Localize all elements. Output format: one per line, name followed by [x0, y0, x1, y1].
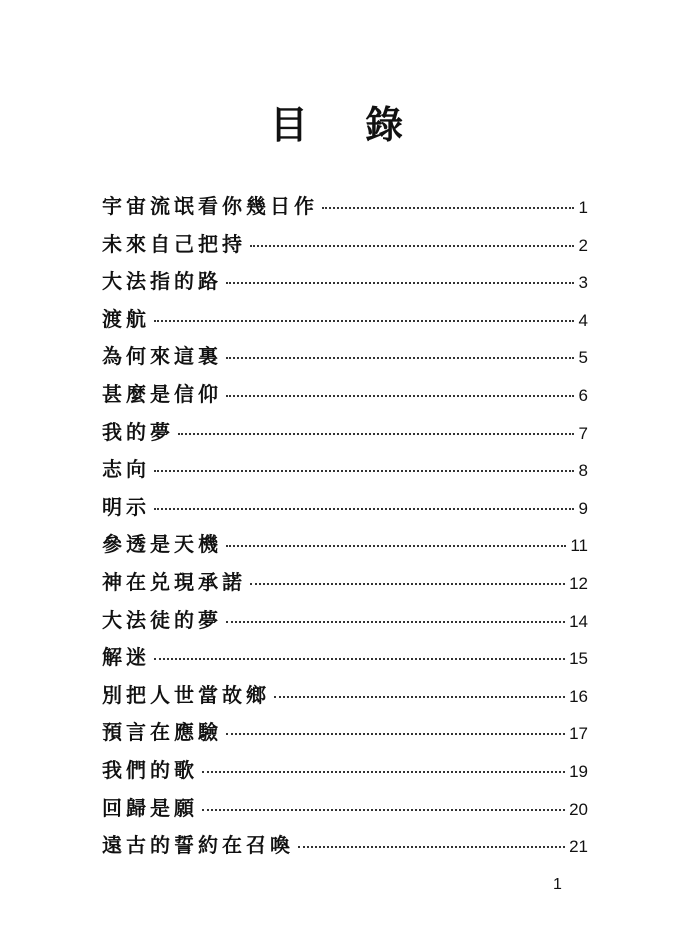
- toc-entry: [102, 564, 588, 602]
- toc-entry: [102, 226, 588, 264]
- toc-entry-page: 11: [570, 536, 588, 556]
- dot-leader: [322, 207, 574, 209]
- toc-entry-title: 大法指的路: [102, 269, 222, 294]
- toc-entry-page: 8: [578, 461, 588, 481]
- toc-entry: [102, 414, 588, 452]
- toc-entry-page: 7: [578, 423, 588, 443]
- toc-entry-page: 14: [569, 611, 588, 631]
- toc-entry: [102, 188, 588, 226]
- dot-leader: [154, 470, 574, 472]
- toc-entry-page: 6: [578, 385, 588, 405]
- dot-leader: [154, 658, 565, 660]
- toc-entry: [102, 301, 588, 339]
- toc-entry: [102, 714, 588, 752]
- dot-leader: [226, 621, 565, 623]
- toc-entry: [102, 677, 588, 715]
- dot-leader: [274, 696, 565, 698]
- toc-entry: [102, 451, 588, 489]
- dot-leader: [154, 320, 574, 322]
- toc-entry-page: 15: [569, 649, 588, 669]
- toc-entry-page: 19: [569, 761, 588, 781]
- page-title: 目 錄: [269, 103, 426, 147]
- dot-leader: [226, 357, 574, 359]
- toc-entry: [102, 338, 588, 376]
- dot-leader: [226, 733, 565, 735]
- toc-entry-title: 為何來這裏: [102, 344, 222, 369]
- toc-entry: [102, 263, 588, 301]
- table-of-contents: [102, 188, 588, 865]
- toc-entry: [102, 790, 588, 828]
- toc-entry-title: 未來自己把持: [102, 231, 246, 256]
- toc-entry-title: 別把人世當故鄉: [102, 682, 270, 707]
- toc-entry: [102, 752, 588, 790]
- dot-leader: [154, 508, 574, 510]
- toc-entry-title: 大法徒的夢: [102, 607, 222, 632]
- toc-entry-title: 遠古的誓約在召喚: [102, 833, 294, 858]
- toc-entry-page: 2: [578, 235, 588, 255]
- toc-entry-page: 20: [569, 799, 588, 819]
- toc-entry: [102, 526, 588, 564]
- dot-leader: [178, 433, 574, 435]
- toc-entry-title: 志向: [102, 457, 150, 482]
- dot-leader: [250, 245, 574, 247]
- toc-entry-page: 9: [578, 498, 588, 518]
- toc-entry-title: 解迷: [102, 645, 150, 670]
- dot-leader: [226, 395, 574, 397]
- toc-entry-title: 宇宙流氓看你幾日作: [102, 194, 318, 218]
- toc-entry-title: 明示: [102, 494, 150, 519]
- toc-entry-title: 預言在應驗: [102, 720, 222, 745]
- dot-leader: [250, 583, 565, 585]
- toc-entry-title: 回歸是願: [102, 795, 198, 820]
- toc-entry-title: 神在兑現承諾: [102, 569, 246, 594]
- toc-entry-page: 16: [569, 686, 588, 706]
- toc-entry-page: 1: [578, 198, 588, 217]
- toc-entry-page: 12: [569, 573, 588, 593]
- toc-entry-title: 甚麼是信仰: [102, 381, 222, 406]
- toc-entry: [102, 827, 588, 865]
- page-number: 1: [553, 876, 562, 893]
- toc-entry-page: 4: [578, 310, 588, 330]
- dot-leader: [298, 846, 565, 848]
- toc-entry-title: 我的夢: [102, 419, 174, 444]
- toc-entry-title: 參透是天機: [102, 532, 222, 557]
- toc-entry-title: 我們的歌: [102, 757, 198, 782]
- toc-entry: [102, 639, 588, 677]
- dot-leader: [202, 809, 565, 811]
- toc-entry-title: 渡航: [102, 306, 150, 331]
- toc-entry: [102, 376, 588, 414]
- toc-entry-page: 21: [569, 837, 588, 857]
- toc-entry-page: 5: [578, 348, 588, 368]
- toc-entry: [102, 602, 588, 640]
- toc-entry: [102, 489, 588, 527]
- toc-entry-page: 3: [578, 273, 588, 293]
- toc-entry-page: 17: [569, 724, 588, 744]
- dot-leader: [226, 282, 574, 284]
- dot-leader: [226, 545, 566, 547]
- dot-leader: [202, 771, 565, 773]
